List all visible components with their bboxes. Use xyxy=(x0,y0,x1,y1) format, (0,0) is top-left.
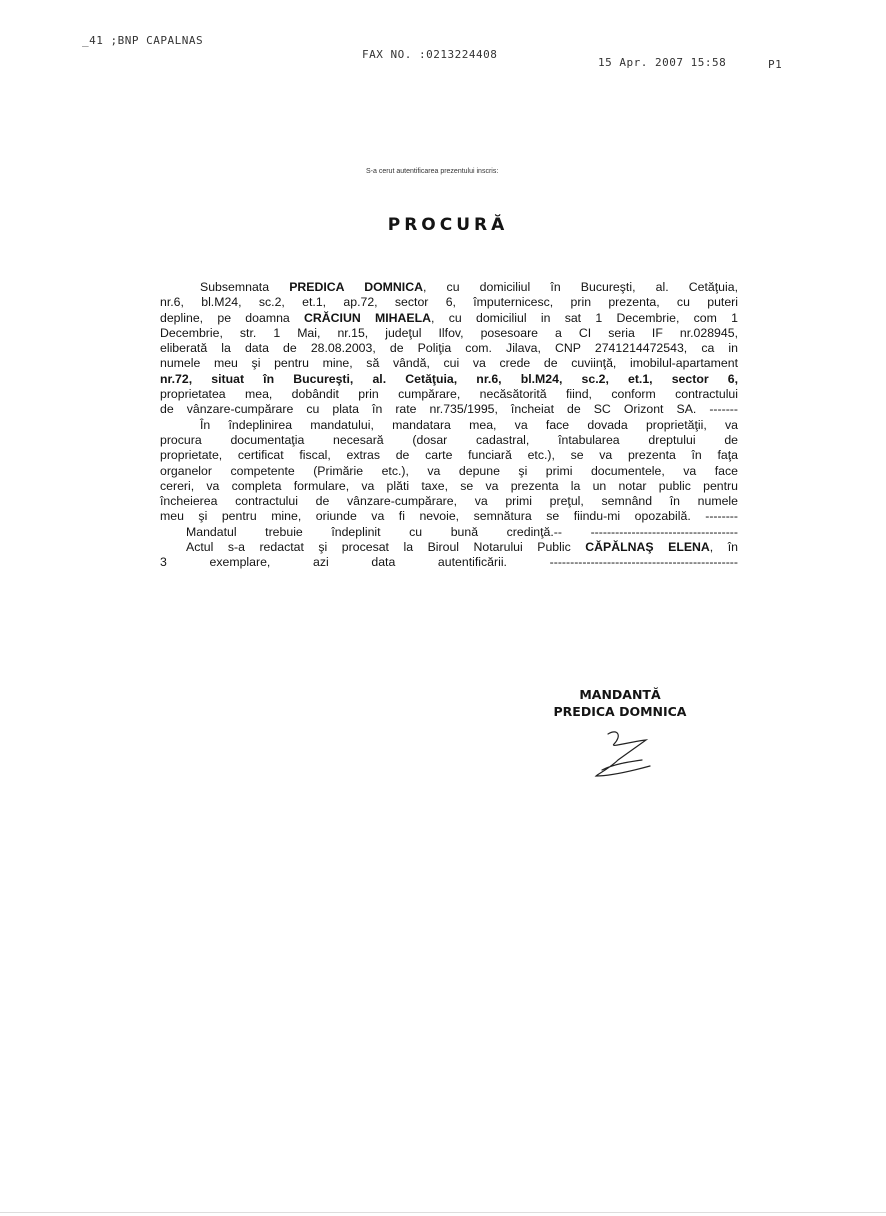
paragraph-0-line-4 xyxy=(160,341,738,356)
text-segment: numele meu şi pentru mine, să vândă, cui va crede de cuviinţă, imobilul-apartament xyxy=(160,356,738,371)
text-segment: Decembrie, str. 1 Mai, nr.15, judeţul Ilfov, posesoare a CI seria IF nr.028945, xyxy=(160,325,738,340)
text-segment: CRĂCIUN MIHAELA xyxy=(304,310,432,325)
text-segment: Actul s-a redactat şi procesat la Biroul Notarului Public xyxy=(186,540,586,555)
text-segment: CĂPĂLNAŞ ELENA xyxy=(585,540,710,555)
paragraph-0-line-5 xyxy=(160,356,738,371)
paragraph-1-line-0 xyxy=(160,418,738,433)
text-segment: proprietatea mea, dobândit prin cumpărare, necăsătorită fiind, conform contractului xyxy=(160,387,738,402)
paragraph-1-line-1 xyxy=(160,433,738,448)
paragraph-1-line-5 xyxy=(160,494,738,509)
text-segment: procura documentaţia necesară (dosar cadastral, întabularea dreptului de xyxy=(160,432,738,447)
text-segment: Mandatul trebuie îndeplinit cu bună credinţă.-- ------------------------------------ xyxy=(186,524,738,539)
fax-header-number: FAX NO. :0213224408 xyxy=(362,48,498,61)
paragraph-0-line-7 xyxy=(160,387,738,402)
paragraph-0-line-6 xyxy=(160,372,738,387)
paragraph-0-line-3 xyxy=(160,326,738,341)
text-segment: proprietate, certificat fiscal, extras de carte funciară etc.), se va prezenta în faţa xyxy=(160,448,738,463)
paragraph-0-line-0 xyxy=(160,280,738,295)
paragraph-1-line-3 xyxy=(160,464,738,479)
text-segment: , în xyxy=(709,540,738,555)
text-segment: , cu domiciliul in sat 1 Decembrie, com 1 xyxy=(431,310,738,325)
paragraph-3-line-0 xyxy=(160,540,738,555)
signature-name: PREDICA DOMNICA xyxy=(553,704,687,719)
text-segment: de vânzare-cumpărare cu plata în rate nr.735/1995, încheiat de SC Orizont SA. ------- xyxy=(160,402,738,417)
text-segment: încheierea contractului de vânzare-cumpărare, va primi preţul, semnând în numele xyxy=(160,494,738,509)
text-segment: depline, pe doamna xyxy=(160,310,305,325)
text-segment: cereri, va completa formulare, va plăti taxe, se va prezenta la un notar public pentru xyxy=(160,478,738,493)
handwritten-signature-icon xyxy=(588,726,668,786)
paragraph-3-line-1 xyxy=(160,555,738,570)
document-title: PROCURĂ xyxy=(387,215,509,235)
text-segment: meu şi pentru mine, oriunde va fi nevoie, semnătura se fiindu-mi opozabilă. -------- xyxy=(160,509,738,524)
text-segment: nr.6, bl.M24, sc.2, et.1, ap.72, sector 6, împuternicesc, prin prezenta, cu puteri xyxy=(160,295,738,310)
text-segment: În îndeplinirea mandatului, mandatara mea, va face dovada proprietăţii, va xyxy=(200,417,738,432)
paragraph-1-line-2 xyxy=(160,448,738,463)
paragraph-0-line-8 xyxy=(160,402,738,417)
fax-header-datetime: 15 Apr. 2007 15:58 xyxy=(598,56,727,69)
fax-header-page: P1 xyxy=(768,58,783,71)
document-title-wrap xyxy=(0,215,886,235)
paragraph-1-line-6 xyxy=(160,509,738,524)
authentication-notice: S-a cerut autentificarea prezentului inscris: xyxy=(366,168,499,175)
text-segment: 3 exemplare, azi data autentificării. ---------------------------------------------- xyxy=(160,555,738,570)
text-segment: Subsemnata xyxy=(200,280,290,294)
paragraph-2-line-0 xyxy=(160,525,738,540)
signature-block xyxy=(540,686,700,720)
text-segment: PREDICA DOMNICA xyxy=(289,280,423,294)
text-segment: , cu domiciliul în Bucureşti, al. Cetăţuia, xyxy=(422,280,738,294)
text-segment: organelor competente (Primărie etc.), va depune şi primi documentele, va face xyxy=(160,463,738,478)
signature-role: MANDANTĂ xyxy=(579,687,661,702)
document-body xyxy=(160,280,738,571)
fax-header-sender: _41 ;BNP CAPALNAS xyxy=(82,34,204,47)
scan-edge xyxy=(0,1212,886,1213)
paragraph-1-line-4 xyxy=(160,479,738,494)
paragraph-0-line-2 xyxy=(160,311,738,326)
text-segment: eliberată la data de 28.08.2003, de Poliţia com. Jilava, CNP 2741214472543, ca in xyxy=(160,341,738,356)
paragraph-0-line-1 xyxy=(160,295,738,310)
text-segment: nr.72, situat în Bucureşti, al. Cetăţuia, nr.6, bl.M24, sc.2, et.1, sector 6, xyxy=(160,371,738,386)
